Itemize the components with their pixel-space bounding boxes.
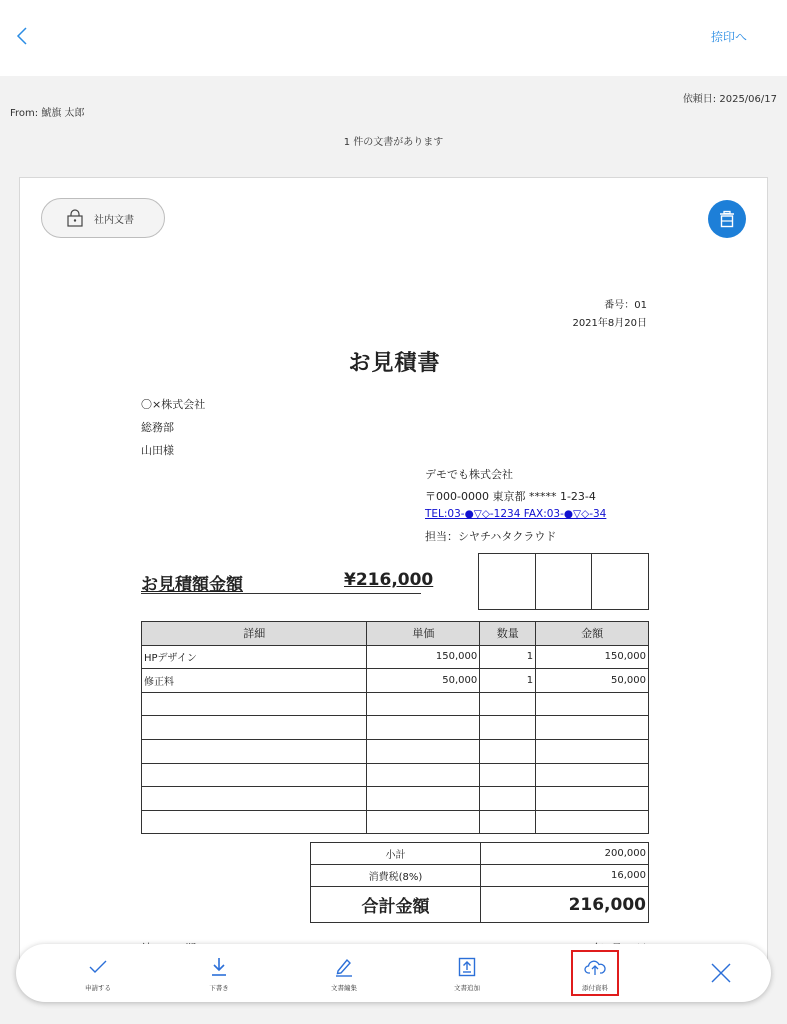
- cell: [367, 692, 480, 716]
- back-button[interactable]: [10, 22, 34, 50]
- issuer-phone: TEL:03-●▽◇-1234 FAX:03-●▽◇-34: [425, 508, 607, 520]
- edit-document-label: 文書編集: [331, 983, 357, 992]
- close-button[interactable]: [706, 958, 736, 988]
- cell: 150,000: [536, 645, 649, 669]
- cell: [142, 810, 367, 834]
- issuer-company: デモでも株式会社: [425, 468, 513, 481]
- cell: 150,000: [367, 645, 480, 669]
- upload-box-icon: [458, 957, 476, 977]
- stamp-box: [479, 554, 536, 609]
- cell: 修正料: [142, 669, 367, 693]
- column-header: 数量: [480, 622, 536, 646]
- bottom-toolbar: [16, 944, 771, 1002]
- cell: [536, 787, 649, 811]
- cell: 50,000: [536, 669, 649, 693]
- line-items-table: [141, 621, 649, 834]
- cell: [142, 763, 367, 787]
- attachments-button[interactable]: [571, 950, 619, 996]
- table-row: [142, 787, 649, 811]
- request-date: 依頼日: 2025/06/17: [682, 94, 777, 105]
- download-icon: [210, 957, 228, 977]
- delete-button[interactable]: [708, 200, 746, 238]
- sender: From: 鯱旗 太郎: [10, 108, 85, 119]
- stamp-box: [536, 554, 593, 609]
- cell: [536, 810, 649, 834]
- go-to-stamp-link[interactable]: 捺印へ: [710, 30, 747, 44]
- subtotal-value: 200,000: [481, 843, 649, 865]
- cell: [367, 739, 480, 763]
- document-preview: [19, 177, 768, 967]
- column-header: 詳細: [142, 622, 367, 646]
- stamp-box: [592, 554, 648, 609]
- cell: [142, 787, 367, 811]
- table-row: [142, 692, 649, 716]
- total-row: [311, 887, 649, 923]
- cloud-upload-icon: [584, 958, 606, 976]
- tax-value: 16,000: [481, 865, 649, 887]
- recipient-dept: 総務部: [141, 421, 174, 434]
- recipient-person: 山田様: [141, 444, 174, 457]
- estimate-amount: [141, 570, 434, 595]
- cell: [480, 692, 536, 716]
- internal-document-label: 社内文書: [94, 214, 134, 226]
- attachments-label: 添付資料: [582, 983, 608, 992]
- table-row: [142, 669, 649, 693]
- check-icon: [89, 960, 107, 974]
- table-row: [142, 739, 649, 763]
- doc-date: 2021年8月20日: [572, 318, 647, 329]
- top-bar: [0, 0, 787, 76]
- estimate-amount-value: ¥216,000: [344, 570, 434, 590]
- pencil-icon: [334, 957, 354, 977]
- cell: [536, 716, 649, 740]
- cell: [367, 716, 480, 740]
- cell: [367, 787, 480, 811]
- cell: HPデザイン: [142, 645, 367, 669]
- subtotal-row: [311, 843, 649, 865]
- cell: [142, 739, 367, 763]
- cell: [480, 716, 536, 740]
- table-header-row: [142, 622, 649, 646]
- estimate-paper: [20, 178, 768, 967]
- issuer-address: 〒000-0000 東京都 ***** 1-23-4: [425, 490, 596, 503]
- cell: [367, 810, 480, 834]
- cell: [536, 739, 649, 763]
- cell: [142, 692, 367, 716]
- draft-label: 下書き: [209, 983, 229, 992]
- draft-button[interactable]: [184, 944, 254, 1002]
- cell: 1: [480, 669, 536, 693]
- doc-title: お見積書: [348, 351, 441, 376]
- cell: 1: [480, 645, 536, 669]
- cell: [480, 787, 536, 811]
- cell: [480, 763, 536, 787]
- approval-stamp-boxes: [478, 553, 649, 610]
- cell: [142, 716, 367, 740]
- cell: [480, 739, 536, 763]
- cell: [367, 763, 480, 787]
- column-header: 単価: [367, 622, 480, 646]
- apply-label: 申請する: [85, 983, 111, 992]
- apply-button[interactable]: [63, 944, 133, 1002]
- recipient-company: 〇×株式会社: [141, 398, 206, 411]
- cell: [536, 692, 649, 716]
- total-value: 216,000: [481, 887, 649, 923]
- tax-label: 消費税(8%): [311, 865, 481, 887]
- estimate-amount-label: お見積額金額: [141, 575, 243, 595]
- column-header: 金額: [536, 622, 649, 646]
- table-row: [142, 810, 649, 834]
- cell: 50,000: [367, 669, 480, 693]
- lock-icon: [66, 209, 84, 227]
- edit-document-button[interactable]: [309, 944, 379, 1002]
- close-icon: [706, 958, 736, 988]
- table-row: [142, 763, 649, 787]
- table-row: [142, 716, 649, 740]
- total-label: 合計金額: [311, 887, 481, 923]
- add-document-label: 文書追加: [454, 983, 480, 992]
- table-row: [142, 645, 649, 669]
- issuer-contact: 担当：シヤチハタクラウド: [425, 530, 557, 543]
- internal-document-tag[interactable]: [41, 198, 165, 238]
- cell: [536, 763, 649, 787]
- tax-row: [311, 865, 649, 887]
- document-count: 1 件の文書があります: [343, 137, 444, 148]
- chevron-left-icon: [16, 26, 28, 46]
- cell: [480, 810, 536, 834]
- subtotal-label: 小計: [311, 843, 481, 865]
- add-document-button[interactable]: [432, 944, 502, 1002]
- totals-table: [310, 842, 649, 923]
- doc-number: 番号：01: [604, 300, 647, 311]
- trash-icon: [718, 210, 736, 228]
